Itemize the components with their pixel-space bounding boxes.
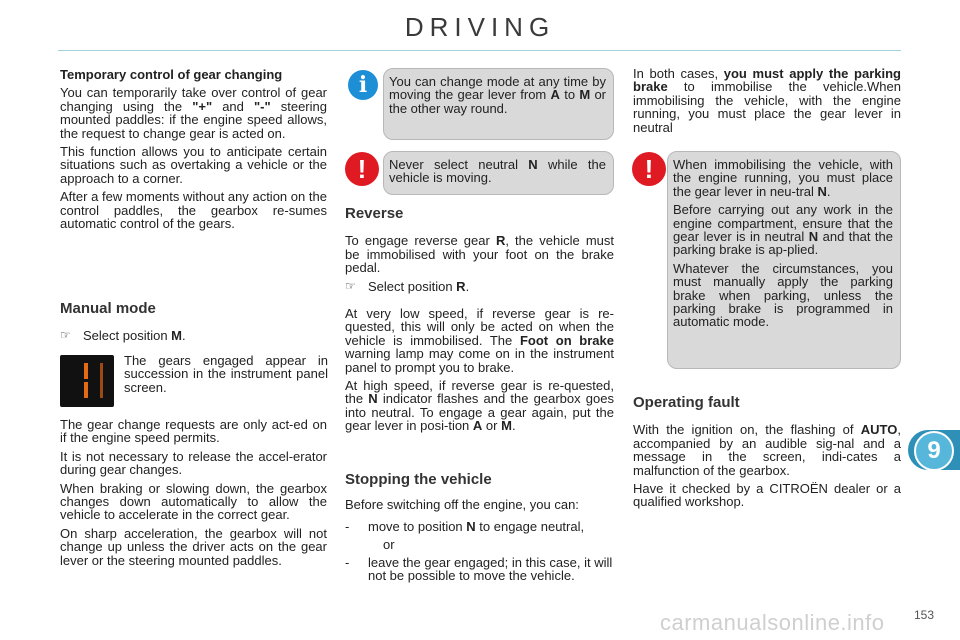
pointing-hand-icon: ☞ <box>345 278 356 293</box>
warning-note-immobilising: When immobilising the vehicle, with the engine running, you must place the gear lever in neu-tral N. Before carrying out any work in the engine compartment, ensure that the gear lever is in neutral N and that the parking brake is ap-plied. Whatever the circumstances, you must manually apply the parking brake when parking, unless the parking brake is programmed in automatic mode. <box>667 151 901 369</box>
column-left <box>60 68 327 235</box>
section-operating-fault <box>633 396 901 514</box>
pointing-hand-icon: ☞ <box>60 328 71 343</box>
warning-icon: ! <box>632 152 666 186</box>
column-left-lower <box>60 418 327 572</box>
paragraph-anticipate: This function allows you to anticipate certain situations such as overtaking a vehicle or the approach to a corner. <box>60 144 327 186</box>
heading-stopping: Stopping the vehicle <box>345 471 492 488</box>
heading-manual-mode: Manual mode <box>60 300 156 317</box>
paragraph-acceleration: On sharp acceleration, the gearbox will not change up unless the driver acts on the gear lever or the steering mounted paddles. <box>60 525 327 568</box>
paragraph-dealer: Have it checked by a CITROËN dealer or a qualified workshop. <box>633 481 901 510</box>
or-separator: or <box>383 537 395 553</box>
page-number: 153 <box>914 608 935 622</box>
heading-operating-fault: Operating fault <box>633 394 740 411</box>
instrument-panel-display <box>60 355 114 407</box>
chapter-number: 9 <box>914 431 954 471</box>
list-item: - leave the gear engaged; in this case, it will not be possible to move the vehicle. <box>345 554 613 584</box>
paragraph-engine-speed: The gear change requests are only act-ed on if the engine speed permits. <box>60 417 327 446</box>
warning-note-neutral: Never select neutral N while the vehicle is moving. <box>383 151 614 195</box>
paragraph-reverse-engage: To engage reverse gear R, the vehicle must be immobilised with your foot on the brake pedal. <box>345 233 614 276</box>
paragraph-braking: When braking or slowing down, the gearbox changes down automatically to allow the vehicle to accelerate in the correct gear. <box>60 480 327 523</box>
section-manual-mode <box>60 302 327 348</box>
display-segment <box>84 382 88 398</box>
section-reverse <box>345 207 614 438</box>
paragraph-auto-flashing: With the ignition on, the flashing of AUTO, accompanied by an audible sig-nal and a message in the screen, indi-cates a malfunction of the gearbox. <box>633 422 901 478</box>
paragraph-parking-brake: In both cases, you must apply the parking brake to immobilise the vehicle.When immobilising the vehicle, with the engine running, you must place the gear lever in neutral <box>633 66 901 135</box>
header-divider <box>58 50 901 51</box>
subheading-temporary-control: Temporary control of gear changing <box>60 67 283 82</box>
paragraph-resume: After a few moments without any action on the control paddles, the gearbox re-sumes automatic control of the gears. <box>60 189 327 232</box>
bullet-select-m: ☞ Select position M. <box>60 328 186 344</box>
display-segment <box>84 363 88 379</box>
display-segment <box>100 363 103 398</box>
warning-icon: ! <box>345 152 379 186</box>
screen-description: The gears engaged appear in succession in the instrument panel screen. <box>124 353 328 395</box>
heading-reverse: Reverse <box>345 205 404 222</box>
info-note: You can change mode at any time by moving the gear lever from A to M or the other way round. <box>383 68 614 140</box>
watermark: carmanualsonline.info <box>660 610 885 635</box>
paragraph-paddles: You can temporarily take over control of gear changing using the "+" and "-" steering mounted paddles: if the engine speed allows, the request to change gear is acted on. <box>60 85 327 141</box>
paragraph-before-switching: Before switching off the engine, you can: <box>345 497 579 513</box>
list-item: - move to position N to engage neutral, <box>345 518 585 534</box>
page-title: DRIVING <box>404 12 556 42</box>
paragraph-accelerator: It is not necessary to release the accel-erator during gear changes. <box>60 448 327 478</box>
bullet-select-r: ☞ Select position R. <box>345 278 470 294</box>
paragraph-high-speed: At high speed, if reverse gear is re-quested, the N indicator flashes and the gearbox goes into neutral. To engage a gear again, put the gear lever in posi-tion A or M. <box>345 378 615 434</box>
paragraph-low-speed: At very low speed, if reverse gear is re-quested, this will only be acted on when the vehicle is immobilised. The Foot on brake warning lamp may come on in the instrument panel to prompt you to brake. <box>345 306 614 375</box>
section-stopping <box>345 473 614 587</box>
info-icon: i <box>348 70 378 100</box>
